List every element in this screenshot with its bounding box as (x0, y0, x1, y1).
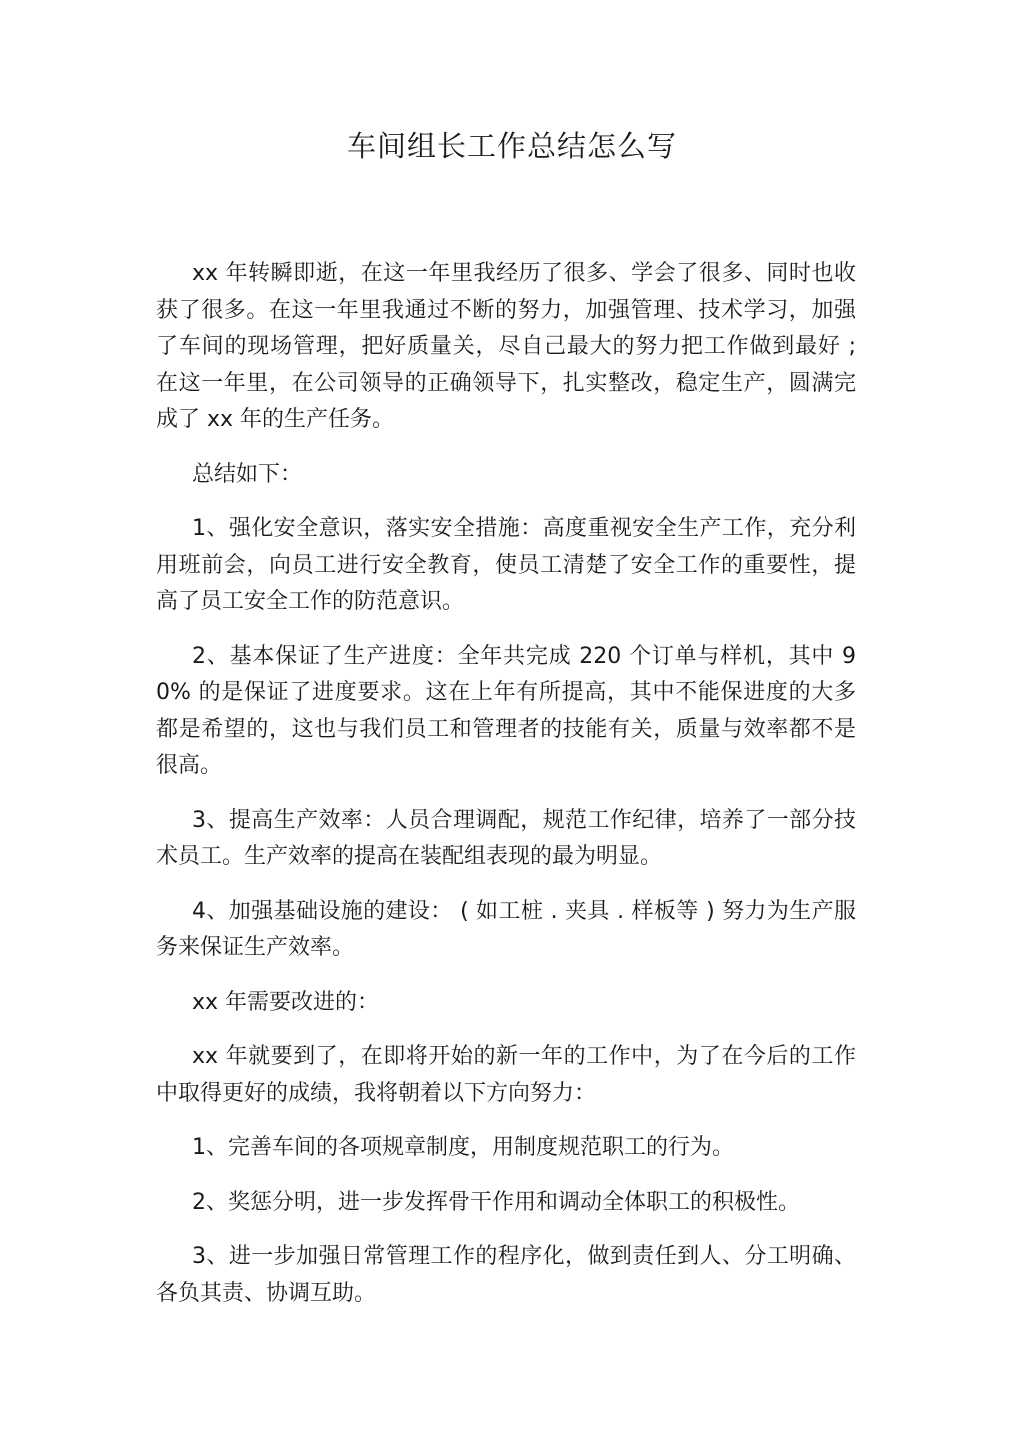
document-body (156, 256, 856, 1330)
paragraph-improvement-3: 3、进一步加强日常管理工作的程序化，做到责任到人、分工明确、各负其责、协调互助。 (156, 1244, 856, 1306)
paragraph-improvement-heading: xx 年需要改进的： (192, 989, 380, 1015)
paragraph-item-1: 1、强化安全意识，落实安全措施：高度重视安全生产工作，充分利用班前会，向员工进行安全教育，使员工清楚了安全工作的重要性，提高了员工安全工作的防范意识。 (156, 516, 856, 614)
paragraph-item-3: 3、提高生产效率：人员合理调配，规范工作纪律，培养了一部分技术员工。生产效率的提高在装配组表现的最为明显。 (156, 807, 856, 869)
paragraph-item-2: 2、基本保证了生产进度：全年共完成 220 个订单与样机，其中 90% 的是保证了进度要求。这在上年有所提高，其中不能保进度的大多都是希望的，这也与我们员工和管理者的技能有关，质量与效率都不是很高。 (156, 643, 856, 778)
document-title: 车间组长工作总结怎么写 (346, 129, 677, 163)
paragraph-item-4: 4、加强基础设施的建设： ( 如工桩 . 夹具 . 样板等 ) 努力为生产服务来保证生产效率。 (156, 898, 856, 960)
paragraph-summary-heading: 总结如下： (192, 461, 303, 487)
paragraph-intro: xx 年转瞬即逝，在这一年里我经历了很多、学会了很多、同时也收获了很多。在这一年里我通过不断的努力，加强管理、技术学习，加强了车间的现场管理，把好质量关，尽自己最大的努力把工作做到最好 ; 在这一年里，在公司领导的正确领导下，扎实整改，稳定生产，圆满完成了 xx 年的生产任务。 (156, 261, 856, 432)
paragraph-improvement-intro: xx 年就要到了，在即将开始的新一年的工作中，为了在今后的工作中取得更好的成绩，我将朝着以下方向努力： (156, 1044, 856, 1106)
paragraph-improvement-1: 1、完善车间的各项规章制度，用制度规范职工的行为。 (192, 1135, 734, 1160)
paragraph-improvement-2: 2、奖惩分明，进一步发挥骨干作用和调动全体职工的积极性。 (192, 1189, 800, 1215)
